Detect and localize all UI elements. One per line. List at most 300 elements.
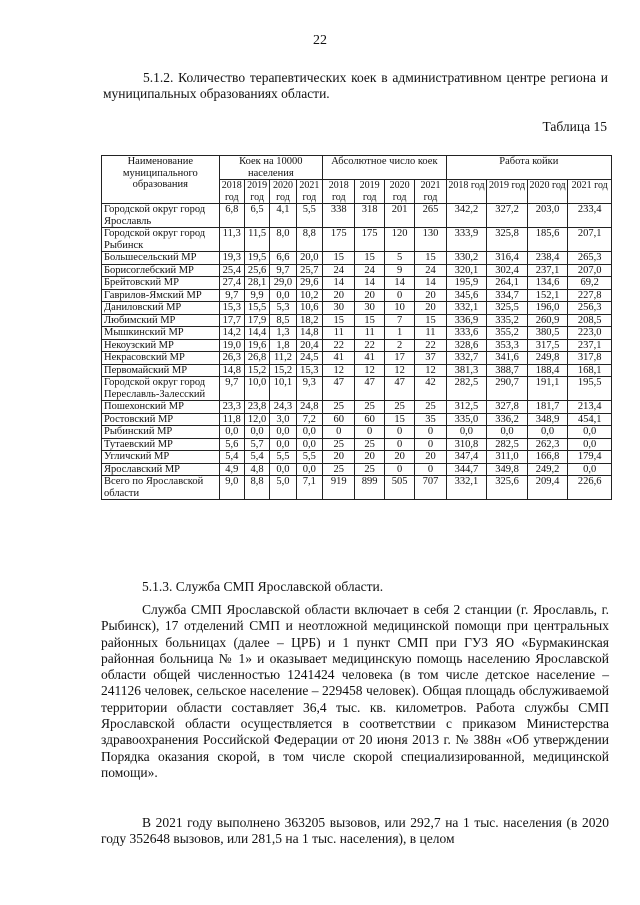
value-cell: 12 [415,364,446,377]
value-cell: 203,0 [527,204,568,228]
value-cell: 3,0 [270,413,296,426]
value-cell: 330,2 [446,252,487,265]
value-cell: 47 [323,377,355,401]
value-cell: 25 [355,463,384,476]
table-row [102,451,612,464]
value-cell: 707 [415,476,446,500]
paragraph: Служба СМП Ярославской области включает в себя 2 станции (г. Ярославль, г. Рыбинск), 17 отделений СМП и неотложной медицинской помощи при центральных районных больницах (далее – ЦРБ) и 1 пункт СМП при ГУЗ ЯО «Бурмакинская районная больница № 1» и оказывает медицинскую помощь населению Ярославской области общей численностью 1241424 человека (в том числе детское население – 241126 человек, сельское население – 229458 человек). Общая площадь обслуживаемой территории области составляет 36,4 тыс. кв. километров. Работа службы СМП Ярославской области осуществляется в соответствии с приказом Министерства здравоохранения Российской Федерации от 20 июня 2013 г. № 388н «Об утверждении Порядка оказания скорой, в том числе скорой специализированной, медицинской помощи». [101,602,609,780]
value-cell: 223,0 [568,327,612,340]
table-row [102,204,612,228]
value-cell: 29,0 [270,277,296,290]
value-cell: 208,5 [568,314,612,327]
value-cell: 22 [415,339,446,352]
value-cell: 12 [355,364,384,377]
value-cell: 209,4 [527,476,568,500]
value-cell: 336,2 [487,413,528,426]
value-cell: 41 [355,352,384,365]
value-cell: 60 [355,413,384,426]
row-name-cell: Пошехонский МР [102,401,220,414]
value-cell: 15,5 [244,302,269,315]
value-cell: 333,9 [446,228,487,252]
value-cell: 130 [415,228,446,252]
value-cell: 15 [384,413,414,426]
value-cell: 7,2 [296,413,322,426]
value-cell: 8,8 [244,476,269,500]
row-name-cell: Даниловский МР [102,302,220,315]
value-cell: 25 [384,401,414,414]
value-cell: 345,6 [446,289,487,302]
value-cell: 20 [384,451,414,464]
value-cell: 191,1 [527,377,568,401]
year-header-cell: 2021 год [568,180,612,204]
year-header-cell: 2019 год [244,180,269,204]
value-cell: 60 [323,413,355,426]
value-cell: 316,4 [487,252,528,265]
value-cell: 20 [415,451,446,464]
value-cell: 20 [415,289,446,302]
value-cell: 25 [323,401,355,414]
value-cell: 14 [384,277,414,290]
value-cell: 47 [355,377,384,401]
value-cell: 325,6 [487,476,528,500]
value-cell: 388,7 [487,364,528,377]
value-cell: 6,5 [244,204,269,228]
row-name-cell: Угличский МР [102,451,220,464]
value-cell: 26,3 [219,352,244,365]
value-cell: 353,3 [487,339,528,352]
value-cell: 25,6 [244,264,269,277]
value-cell: 15 [323,314,355,327]
value-cell: 5,5 [296,451,322,464]
row-name-cell: Ростовский МР [102,413,220,426]
table-row [102,476,612,500]
value-cell: 10,1 [270,377,296,401]
value-cell: 15,3 [296,364,322,377]
value-cell: 0 [415,426,446,439]
value-cell: 168,1 [568,364,612,377]
value-cell: 0,0 [446,426,487,439]
value-cell: 264,1 [487,277,528,290]
table-row [102,264,612,277]
value-cell: 14 [355,277,384,290]
value-cell: 11,2 [270,352,296,365]
table-body [102,204,612,500]
value-cell: 5,5 [296,204,322,228]
row-name-cell: Ярославский МР [102,463,220,476]
value-cell: 347,4 [446,451,487,464]
value-cell: 5,4 [244,451,269,464]
year-header-cell: 2018 год [219,180,244,204]
year-header-cell: 2020 год [527,180,568,204]
value-cell: 282,5 [446,377,487,401]
value-cell: 15 [355,252,384,265]
value-cell: 23,3 [219,401,244,414]
value-cell: 15,3 [219,302,244,315]
value-cell: 0,0 [270,289,296,302]
value-cell: 327,8 [487,401,528,414]
value-cell: 37 [415,352,446,365]
value-cell: 325,5 [487,302,528,315]
value-cell: 249,8 [527,352,568,365]
value-cell: 6,6 [270,252,296,265]
value-cell: 14,8 [219,364,244,377]
value-cell: 26,8 [244,352,269,365]
value-cell: 25 [323,463,355,476]
value-cell: 9,7 [219,377,244,401]
col-header-name: Наименование муниципального образования [102,156,220,204]
row-name-cell: Тутаевский МР [102,438,220,451]
year-header-cell: 2021 год [296,180,322,204]
value-cell: 290,7 [487,377,528,401]
value-cell: 15 [415,314,446,327]
value-cell: 5,6 [219,438,244,451]
value-cell: 311,0 [487,451,528,464]
value-cell: 11 [323,327,355,340]
value-cell: 20 [323,451,355,464]
value-cell: 5,5 [270,451,296,464]
row-name-cell: Большесельский МР [102,252,220,265]
value-cell: 0,0 [296,426,322,439]
value-cell: 30 [323,302,355,315]
value-cell: 18,2 [296,314,322,327]
value-cell: 1,3 [270,327,296,340]
year-header-cell: 2018 год [323,180,355,204]
value-cell: 5,4 [219,451,244,464]
row-name-cell: Всего по Ярославской области [102,476,220,500]
value-cell: 22 [355,339,384,352]
value-cell: 5,7 [244,438,269,451]
value-cell: 17,7 [219,314,244,327]
table-row [102,314,612,327]
value-cell: 17 [384,352,414,365]
value-cell: 14,4 [244,327,269,340]
table-row [102,339,612,352]
value-cell: 0,0 [270,426,296,439]
table-caption: Таблица 15 [542,119,607,134]
value-cell: 0,0 [527,426,568,439]
value-cell: 15 [355,314,384,327]
subsection-heading: 5.1.3. Служба СМП Ярославской области. [142,579,384,594]
value-cell: 14 [415,277,446,290]
value-cell: 342,2 [446,204,487,228]
value-cell: 344,7 [446,463,487,476]
value-cell: 41 [323,352,355,365]
paragraph: В 2021 году выполнено 363205 вызовов, или 292,7 на 1 тыс. населения (в 2020 году 352648 вызовов, или 281,5 на 1 тыс. населения), в целом [101,815,609,847]
value-cell: 42 [415,377,446,401]
value-cell: 4,1 [270,204,296,228]
value-cell: 20 [415,302,446,315]
value-cell: 14 [323,277,355,290]
row-name-cell: Некоузский МР [102,339,220,352]
value-cell: 333,6 [446,327,487,340]
value-cell: 35 [415,413,446,426]
table-row [102,463,612,476]
value-cell: 181,7 [527,401,568,414]
group-header-absolute-beds: Абсолютное число коек [323,156,447,180]
value-cell: 27,4 [219,277,244,290]
value-cell: 265 [415,204,446,228]
value-cell: 175 [355,228,384,252]
value-cell: 15,2 [270,364,296,377]
value-cell: 201 [384,204,414,228]
value-cell: 320,1 [446,264,487,277]
table-row [102,327,612,340]
value-cell: 318 [355,204,384,228]
table-row [102,228,612,252]
table-row [102,277,612,290]
value-cell: 454,1 [568,413,612,426]
year-header-cell: 2020 год [270,180,296,204]
row-name-cell: Первомайский МР [102,364,220,377]
value-cell: 338 [323,204,355,228]
value-cell: 0,0 [568,426,612,439]
value-cell: 0,0 [296,463,322,476]
value-cell: 28,1 [244,277,269,290]
table-row [102,289,612,302]
value-cell: 12 [384,364,414,377]
value-cell: 5,3 [270,302,296,315]
value-cell: 1,8 [270,339,296,352]
value-cell: 381,3 [446,364,487,377]
value-cell: 6,8 [219,204,244,228]
row-name-cell: Мышкинский МР [102,327,220,340]
table-row [102,401,612,414]
value-cell: 7,1 [296,476,322,500]
value-cell: 302,4 [487,264,528,277]
value-cell: 0,0 [270,463,296,476]
value-cell: 2 [384,339,414,352]
value-cell: 0,0 [270,438,296,451]
value-cell: 9 [384,264,414,277]
value-cell: 20 [323,289,355,302]
value-cell: 1 [384,327,414,340]
value-cell: 919 [323,476,355,500]
value-cell: 24 [415,264,446,277]
value-cell: 0,0 [296,438,322,451]
value-cell: 11,3 [219,228,244,252]
year-header-cell: 2018 год [446,180,487,204]
table-row [102,413,612,426]
value-cell: 20 [355,451,384,464]
value-cell: 20,4 [296,339,322,352]
value-cell: 260,9 [527,314,568,327]
section-heading: 5.1.2. Количество терапевтических коек в административном центре региона и муниципальных образованиях области. [103,70,608,101]
value-cell: 14,8 [296,327,322,340]
year-header-cell: 2019 год [355,180,384,204]
value-cell: 0 [384,438,414,451]
value-cell: 226,6 [568,476,612,500]
table-row [102,364,612,377]
value-cell: 9,7 [219,289,244,302]
row-name-cell: Городской округ город Ярославль [102,204,220,228]
value-cell: 899 [355,476,384,500]
value-cell: 134,6 [527,277,568,290]
value-cell: 355,2 [487,327,528,340]
value-cell: 15 [415,252,446,265]
row-name-cell: Городской округ город Переславль-Залесский [102,377,220,401]
value-cell: 328,6 [446,339,487,352]
value-cell: 0,0 [568,438,612,451]
value-cell: 8,0 [270,228,296,252]
value-cell: 213,4 [568,401,612,414]
value-cell: 0 [384,289,414,302]
value-cell: 20 [355,289,384,302]
value-cell: 22 [323,339,355,352]
value-cell: 4,8 [244,463,269,476]
value-cell: 0 [355,426,384,439]
table-row [102,377,612,401]
value-cell: 15 [323,252,355,265]
value-cell: 380,5 [527,327,568,340]
value-cell: 334,7 [487,289,528,302]
row-name-cell: Любимский МР [102,314,220,327]
value-cell: 10,0 [244,377,269,401]
value-cell: 188,4 [527,364,568,377]
value-cell: 19,6 [244,339,269,352]
value-cell: 0 [415,438,446,451]
value-cell: 11,5 [244,228,269,252]
year-header-cell: 2021 год [415,180,446,204]
value-cell: 8,5 [270,314,296,327]
value-cell: 195,5 [568,377,612,401]
value-cell: 0 [415,463,446,476]
table-row [102,352,612,365]
value-cell: 9,0 [219,476,244,500]
value-cell: 179,4 [568,451,612,464]
value-cell: 207,0 [568,264,612,277]
value-cell: 25 [355,401,384,414]
value-cell: 282,5 [487,438,528,451]
value-cell: 24 [323,264,355,277]
value-cell: 24,8 [296,401,322,414]
value-cell: 325,8 [487,228,528,252]
row-name-cell: Городской округ город Рыбинск [102,228,220,252]
value-cell: 310,8 [446,438,487,451]
value-cell: 332,7 [446,352,487,365]
value-cell: 10,2 [296,289,322,302]
group-header-bed-work: Работа койки [446,156,611,180]
value-cell: 47 [384,377,414,401]
value-cell: 12,0 [244,413,269,426]
value-cell: 19,5 [244,252,269,265]
value-cell: 237,1 [527,264,568,277]
row-name-cell: Некрасовский МР [102,352,220,365]
value-cell: 317,5 [527,339,568,352]
table-header [102,156,612,204]
value-cell: 11 [415,327,446,340]
value-cell: 29,6 [296,277,322,290]
value-cell: 348,9 [527,413,568,426]
value-cell: 317,8 [568,352,612,365]
table-row [102,252,612,265]
value-cell: 227,8 [568,289,612,302]
table-row [102,426,612,439]
value-cell: 0 [384,463,414,476]
value-cell: 11 [355,327,384,340]
value-cell: 5 [384,252,414,265]
value-cell: 166,8 [527,451,568,464]
value-cell: 10 [384,302,414,315]
value-cell: 505 [384,476,414,500]
value-cell: 341,6 [487,352,528,365]
value-cell: 238,4 [527,252,568,265]
value-cell: 332,1 [446,476,487,500]
value-cell: 7 [384,314,414,327]
table-row [102,302,612,315]
value-cell: 312,5 [446,401,487,414]
value-cell: 233,4 [568,204,612,228]
value-cell: 9,3 [296,377,322,401]
value-cell: 185,6 [527,228,568,252]
value-cell: 327,2 [487,204,528,228]
value-cell: 0 [384,426,414,439]
page-number: 22 [313,33,327,48]
value-cell: 349,8 [487,463,528,476]
value-cell: 24,3 [270,401,296,414]
value-cell: 30 [355,302,384,315]
value-cell: 19,3 [219,252,244,265]
value-cell: 0,0 [244,426,269,439]
value-cell: 25,4 [219,264,244,277]
value-cell: 0,0 [487,426,528,439]
row-name-cell: Брейтовский МР [102,277,220,290]
value-cell: 24,5 [296,352,322,365]
value-cell: 17,9 [244,314,269,327]
row-name-cell: Рыбинский МР [102,426,220,439]
value-cell: 9,7 [270,264,296,277]
value-cell: 195,9 [446,277,487,290]
row-name-cell: Борисоглебский МР [102,264,220,277]
value-cell: 207,1 [568,228,612,252]
value-cell: 9,9 [244,289,269,302]
value-cell: 265,3 [568,252,612,265]
value-cell: 24 [355,264,384,277]
value-cell: 262,3 [527,438,568,451]
value-cell: 0 [323,426,355,439]
value-cell: 4,9 [219,463,244,476]
group-header-beds-per-10000: Коек на 10000 населения [219,156,322,180]
value-cell: 19,0 [219,339,244,352]
row-name-cell: Гаврилов-Ямский МР [102,289,220,302]
table-row [102,438,612,451]
value-cell: 336,9 [446,314,487,327]
beds-table [101,155,612,500]
value-cell: 120 [384,228,414,252]
value-cell: 335,2 [487,314,528,327]
value-cell: 69,2 [568,277,612,290]
value-cell: 175 [323,228,355,252]
value-cell: 25,7 [296,264,322,277]
value-cell: 0,0 [568,463,612,476]
value-cell: 25 [323,438,355,451]
value-cell: 8,8 [296,228,322,252]
value-cell: 335,0 [446,413,487,426]
value-cell: 12 [323,364,355,377]
value-cell: 20,0 [296,252,322,265]
value-cell: 196,0 [527,302,568,315]
value-cell: 14,2 [219,327,244,340]
value-cell: 23,8 [244,401,269,414]
value-cell: 249,2 [527,463,568,476]
value-cell: 0,0 [219,426,244,439]
value-cell: 10,6 [296,302,322,315]
value-cell: 237,1 [568,339,612,352]
value-cell: 256,3 [568,302,612,315]
value-cell: 25 [355,438,384,451]
year-header-cell: 2020 год [384,180,414,204]
value-cell: 152,1 [527,289,568,302]
year-header-cell: 2019 год [487,180,528,204]
